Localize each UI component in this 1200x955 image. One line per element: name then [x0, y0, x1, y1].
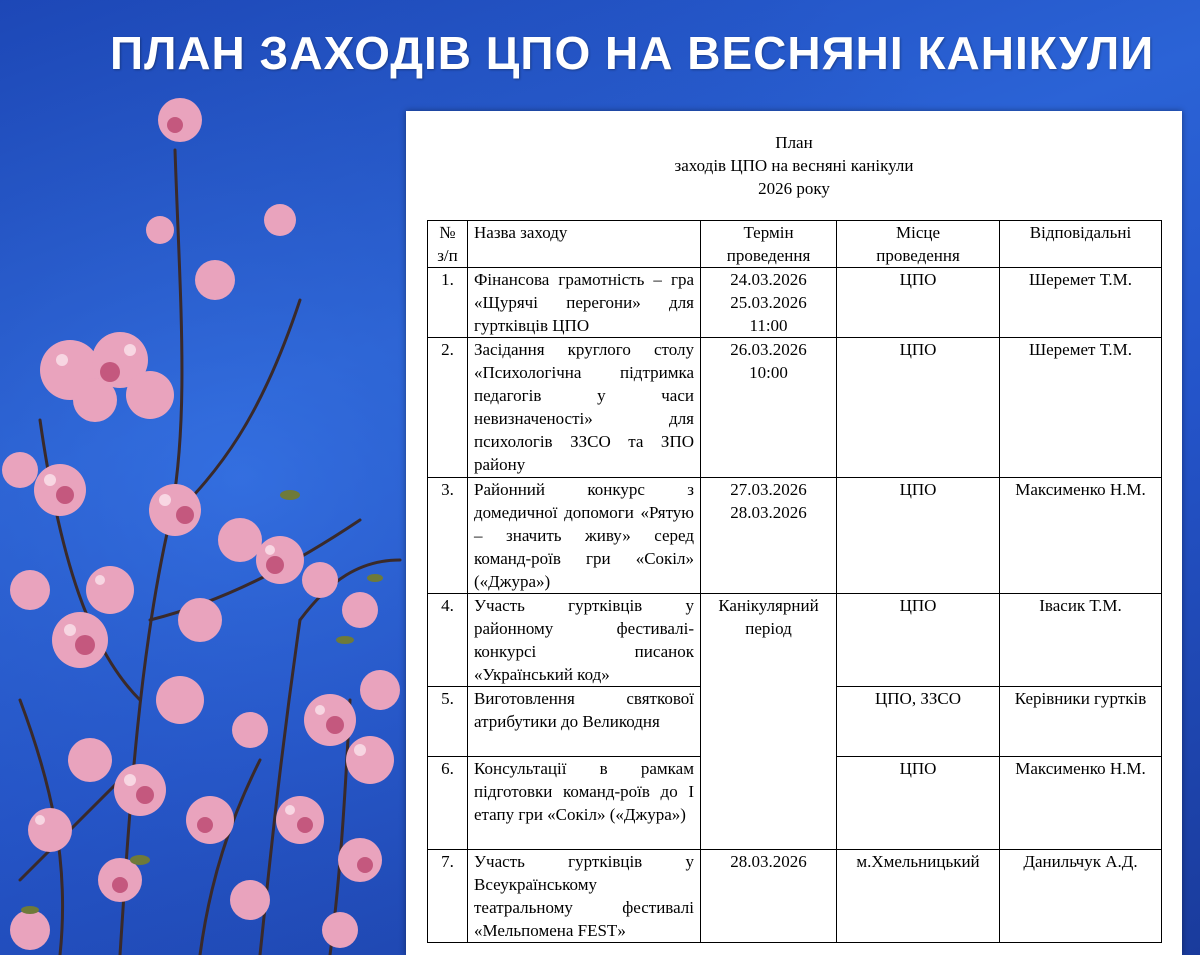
row-name: Районний конкурс з домедичної допомоги «Рятую – значить живу» серед команд-роїв гри «Сокіл» («Джура») [468, 478, 701, 594]
row-date [701, 338, 837, 478]
table-header-row [428, 221, 1162, 268]
date-line: 10:00 [749, 363, 788, 382]
row-responsible: Максименко Н.М. [1000, 478, 1162, 594]
slide-title: ПЛАН ЗАХОДІВ ЦПО НА ВЕСНЯНІ КАНІКУЛИ [110, 27, 1155, 79]
plan-document [406, 111, 1182, 955]
table-row [428, 338, 1162, 478]
header-place-line-2: проведення [876, 246, 960, 265]
table-row [428, 478, 1162, 594]
row-place: ЦПО [837, 594, 1000, 687]
row-responsible: Керівники гуртків [1000, 687, 1162, 757]
row-responsible: Шеремет Т.М. [1000, 268, 1162, 338]
row-responsible: Максименко Н.М. [1000, 757, 1162, 850]
table-row [428, 850, 1162, 943]
table-row [428, 268, 1162, 338]
row-num: 5. [428, 687, 468, 757]
row-name: Консультації в рамкам підготовки команд-роїв до І етапу гри «Сокіл» («Джура») [468, 757, 701, 850]
header-date [701, 221, 837, 268]
row-responsible: Шеремет Т.М. [1000, 338, 1162, 478]
heading-line-2: заходів ЦПО на весняні канікули [674, 156, 914, 175]
date-line: 24.03.2026 [730, 270, 807, 289]
header-place [837, 221, 1000, 268]
header-num-line-2: з/п [437, 246, 458, 265]
row-place: ЦПО [837, 478, 1000, 594]
row-num: 1. [428, 268, 468, 338]
row-name: Фінансова грамотність – гра «Щурячі перегони» для гуртківців ЦПО [468, 268, 701, 338]
row-place: ЦПО [837, 338, 1000, 478]
heading-line-3: 2026 року [758, 179, 830, 198]
date-line: 26.03.2026 [730, 340, 807, 359]
row-place: ЦПО, ЗЗСО [837, 687, 1000, 757]
row-num: 3. [428, 478, 468, 594]
header-num-line-1: № [439, 223, 456, 242]
header-date-line-2: проведення [726, 246, 811, 265]
row-num: 7. [428, 850, 468, 943]
row-place: м.Хмельницький [837, 850, 1000, 943]
row-date: 28.03.2026 [701, 850, 837, 943]
row-date-merged: Канікулярний період [701, 594, 837, 850]
row-place: ЦПО [837, 268, 1000, 338]
header-date-line-1: Термін [743, 223, 794, 242]
row-name: Участь гуртківців у районному фестивалі-конкурсі писанок «Український код» [468, 594, 701, 687]
row-num: 2. [428, 338, 468, 478]
date-line: 28.03.2026 [730, 503, 807, 522]
row-responsible: Данильчук А.Д. [1000, 850, 1162, 943]
row-place: ЦПО [837, 757, 1000, 850]
row-num: 6. [428, 757, 468, 850]
header-num [428, 221, 468, 268]
row-name: Виготовлення святкової атрибутики до Великодня [468, 687, 701, 757]
plan-table [427, 220, 1162, 943]
row-responsible: Івасик Т.М. [1000, 594, 1162, 687]
date-line: 11:00 [749, 316, 788, 335]
row-name: Засідання круглого столу «Психологічна підтримка педагогів у часи невизначеності» для психологів ЗЗСО та ЗПО району [468, 338, 701, 478]
table-row [428, 594, 1162, 687]
header-place-line-1: Місце [895, 223, 941, 242]
header-responsible: Відповідальні [1000, 221, 1162, 268]
header-name: Назва заходу [468, 221, 701, 268]
date-line: 25.03.2026 [730, 293, 807, 312]
date-line: 27.03.2026 [730, 480, 807, 499]
row-num: 4. [428, 594, 468, 687]
row-date [701, 478, 837, 594]
row-date [701, 268, 837, 338]
row-name: Участь гуртківців у Всеукраїнському театральному фестивалі «Мельпомена FEST» [468, 850, 701, 943]
document-heading [406, 131, 1182, 200]
heading-line-1: План [775, 133, 813, 152]
